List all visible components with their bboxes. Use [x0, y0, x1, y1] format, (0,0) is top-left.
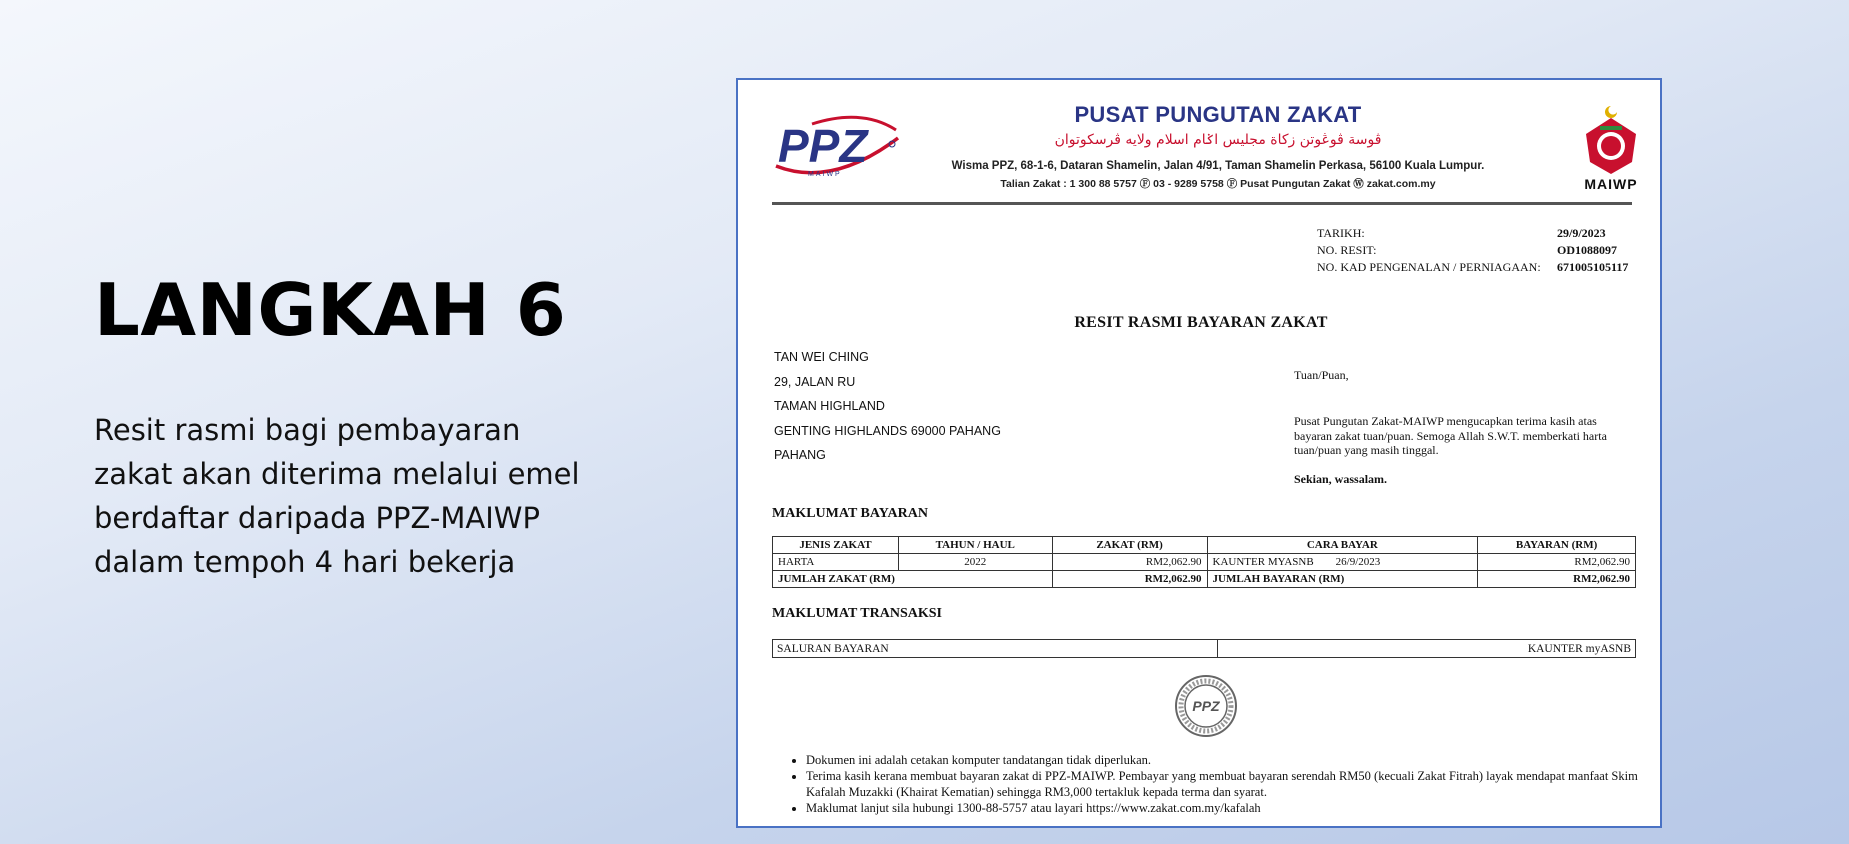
description-line: dalam tempoh 4 hari bekerja: [94, 545, 516, 579]
table-total-row: [773, 571, 1636, 588]
column-header: ZAKAT (RM): [1052, 537, 1207, 554]
header-divider: [772, 202, 1632, 205]
slide-title: LANGKAH 6: [94, 268, 567, 352]
transaction-section-title: MAKLUMAT TRANSAKSI: [772, 606, 942, 621]
column-header: TAHUN / HAUL: [898, 537, 1052, 554]
column-header: JENIS ZAKAT: [773, 537, 899, 554]
cell-zakat: RM2,062.90: [1052, 554, 1207, 571]
table-header-row: [773, 537, 1636, 554]
note-item: • Dokumen ini adalah cetakan komputer tandatangan tidak diperlukan.: [806, 752, 1656, 768]
payment-section-title: MAKLUMAT BAYARAN: [772, 506, 928, 521]
official-stamp-icon: [1174, 674, 1238, 738]
table-row: [773, 640, 1636, 658]
zakat-receipt: PPZ MAIWP PUSAT PUNGUTAN ZAKAT ڤوسة ڤوڠوتن زكاة مجليس اݢام اسلام ولايه ڤرسكوتوان Wisma PPZ, 68-1-6, Dataran Shamelin, Jalan 4/91, Taman Shamelin Perkasa, 56100 Kuala Lumpur. Talian Zakat : 1 300 88 5757 Ⓕ 03 - 9289 5758 Ⓕ Pusat Pungutan Zakat Ⓦ zakat.com.my MAIWP TARIKH: 29/9/2023 NO. RESIT: OD1088097 NO. KAD PENGENALAN / PERNIAGAAN: 671005105117 RESIT RASMI BAYARAN ZAKAT TAN WEI CHING 29, JALAN RU TAMAN HIGHLAND GENTING HIGHLANDS 69000 PAHANG PAHANG Tuan/Puan, Pusat Pungutan Zakat-MAIWP mengucapkan terima kasih atas bayaran zakat tuan/puan. Semoga Allah S.W.T. memberkati harta tuan/puan yang masih tinggal. Sekian, wassalam. MAKLUMAT BAYARAN JENIS ZAKAT TAHUN / HAUL ZAKAT (RM) CARA BAYAR BAYARAN (RM) HARTA 2022 RM2,062.90 KAUNTER MYASNB 26/9/2023 RM2,062.90 JUMLAH ZAKAT (RM) RM2,062.90 JUMLAH BAYARAN (RM) RM2,062.90 MAKLUMAT TRANSAKSI SALURAN BAYARAN KAUNTER myASNB PPZ • Dokumen ini adalah cetakan komputer tandatangan tidak diperlukan. • Terima kasih kerana membuat bayaran zakat di PPZ-MAIWP. Pembayar yang membuat bayaran serendah RM50 (kecuali Zakat Fitrah) layak mendapat manfaat Skim Kafalah Muzakki (Khairat Kematian) sehingga RM3,000 tertakluk kepada terma dan syarat. • Maklumat lanjut sila hubungi 1300-88-5757 atau layari https://www.zakat.com.my/kafalah: [736, 78, 1662, 828]
note-item: • Terima kasih kerana membuat bayaran zakat di PPZ-MAIWP. Pembayar yang membuat bayaran serendah RM50 (kecuali Zakat Fitrah) layak mendapat manfaat Skim Kafalah Muzakki (Khairat Kematian) sehingga RM3,000 tertakluk kepada terma dan syarat.: [806, 768, 1656, 800]
address-line: TAN WEI CHING: [774, 350, 869, 364]
stamp-text: PPZ: [1192, 698, 1220, 714]
total-bayaran-value: RM2,062.90: [1478, 571, 1636, 588]
address-line: TAMAN HIGHLAND: [774, 399, 885, 413]
total-bayaran-label: JUMLAH BAYARAN (RM): [1207, 571, 1478, 588]
ppz-logo-subtext: MAIWP: [808, 171, 842, 178]
description-line: zakat akan diterima melalui emel: [94, 457, 580, 491]
closing: Sekian, wassalam.: [1294, 472, 1388, 486]
total-zakat-label: JUMLAH ZAKAT (RM): [773, 571, 1053, 588]
total-zakat-value: RM2,062.90: [1052, 571, 1207, 588]
org-address: Wisma PPZ, 68-1-6, Dataran Shamelin, Jalan 4/91, Taman Shamelin Perkasa, 56100 Kuala Lumpur.: [951, 160, 1485, 172]
org-contact: Talian Zakat : 1 300 88 5757 Ⓕ 03 - 9289 5758 Ⓕ Pusat Pungutan Zakat Ⓦ zakat.com.my: [1000, 178, 1436, 190]
cell-saluran-label: SALURAN BAYARAN: [773, 640, 1218, 658]
description-line: berdaftar daripada PPZ-MAIWP: [94, 501, 540, 535]
address-line: GENTING HIGHLANDS 69000 PAHANG: [774, 423, 1001, 438]
receipt-notes: [788, 752, 1656, 816]
slide-description: [94, 408, 654, 584]
payment-table: [772, 536, 1636, 588]
thank-you-message: Pusat Pungutan Zakat-MAIWP mengucapkan terima kasih atas bayaran zakat tuan/puan. Semoga Allah S.W.T. memberkati harta tuan/puan yang masih tinggal.: [1294, 414, 1607, 457]
column-header: CARA BAYAR: [1207, 537, 1478, 554]
maiwp-crest-icon: [1576, 100, 1646, 180]
payer-address: [774, 350, 1001, 473]
ppz-logo-text: PPZ: [778, 120, 868, 172]
note-item: • Maklumat lanjut sila hubungi 1300-88-5757 atau layari https://www.zakat.com.my/kafalah: [806, 800, 1656, 816]
cell-tahun: 2022: [898, 554, 1052, 571]
transaction-table: [772, 639, 1636, 658]
description-line: Resit rasmi bagi pembayaran: [94, 413, 521, 447]
receipt-title: RESIT RASMI BAYARAN ZAKAT: [1074, 314, 1328, 331]
address-line: PAHANG: [774, 448, 826, 462]
cell-saluran-value: KAUNTER myASNB: [1218, 640, 1636, 658]
column-header: BAYARAN (RM): [1478, 537, 1636, 554]
org-name-jawi: ڤوسة ڤوڠوتن زكاة مجليس اݢام اسلام ولايه ڤرسكوتوان: [1054, 132, 1382, 148]
address-line: 29, JALAN RU: [774, 374, 856, 389]
cell-cara: KAUNTER MYASNB 26/9/2023: [1207, 554, 1478, 571]
cell-bayaran: RM2,062.90: [1478, 554, 1636, 571]
table-row: [773, 554, 1636, 571]
org-name: PUSAT PUNGUTAN ZAKAT: [1074, 102, 1362, 127]
maiwp-label: MAIWP: [1584, 176, 1638, 192]
cell-jenis: HARTA: [773, 554, 899, 571]
greeting: Tuan/Puan,: [1294, 368, 1349, 382]
ppz-logo: [772, 108, 902, 188]
